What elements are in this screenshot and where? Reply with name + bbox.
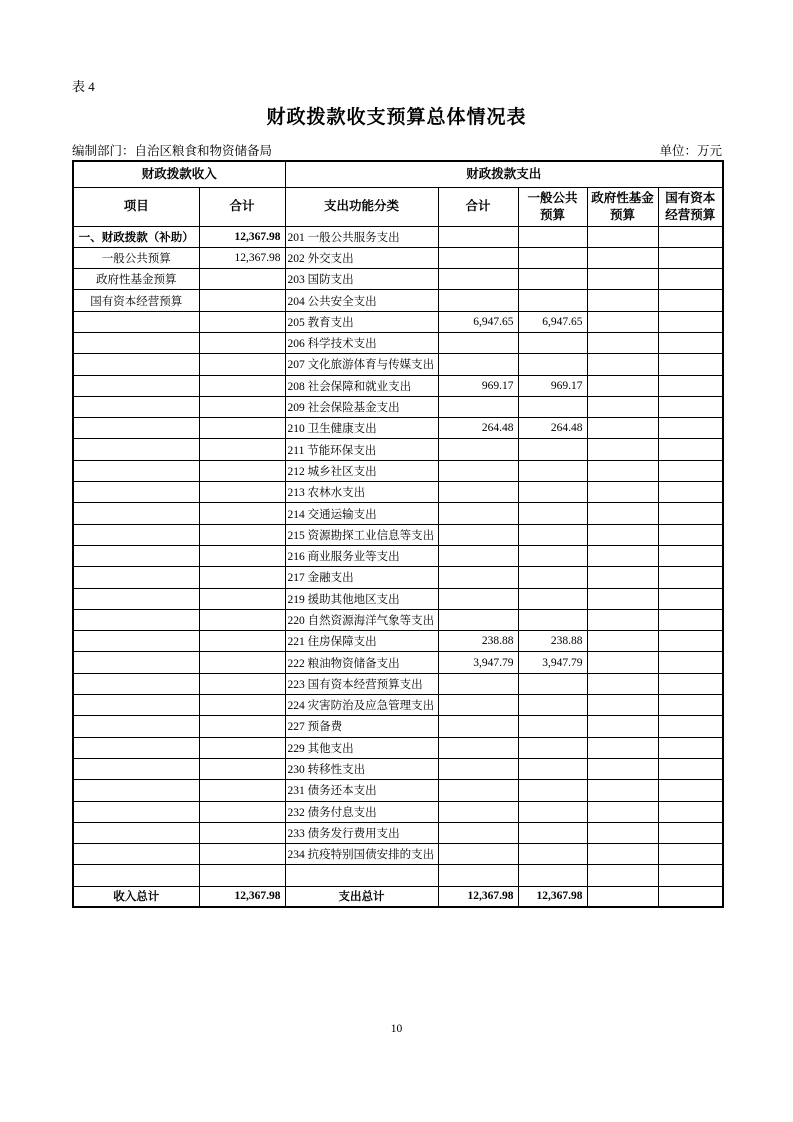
- income-amount-cell: [199, 354, 285, 375]
- table-row: [73, 609, 723, 630]
- income-amount-cell: [199, 844, 285, 865]
- expenditure-item-cell: 207 文化旅游体育与传媒支出: [285, 354, 438, 375]
- table-row: [73, 716, 723, 737]
- expenditure-general-budget-cell: [518, 865, 587, 886]
- expenditure-general-budget-cell: [518, 482, 587, 503]
- expenditure-item-cell: 233 债务发行费用支出: [285, 822, 438, 843]
- income-amount-cell: [199, 439, 285, 460]
- expenditure-item-cell: 214 交通运输支出: [285, 503, 438, 524]
- income-item-cell: [73, 460, 199, 481]
- income-amount-cell: 12,367.98: [199, 247, 285, 268]
- income-amount-cell: [199, 865, 285, 886]
- expenditure-general-budget-cell: [518, 396, 587, 417]
- expenditure-item-cell: 223 国有资本经营预算支出: [285, 673, 438, 694]
- expenditure-total-statecap-value: [658, 886, 723, 907]
- table-row: [73, 396, 723, 417]
- expenditure-general-budget-cell: [518, 695, 587, 716]
- expenditure-general-budget-cell: [518, 354, 587, 375]
- expenditure-total-general-value: 12,367.98: [518, 886, 587, 907]
- total-row: [73, 886, 723, 907]
- table-row: [73, 482, 723, 503]
- expenditure-total-cell: 264.48: [438, 418, 518, 439]
- income-item-cell: [73, 737, 199, 758]
- col-header-statecap-budget: 国有资本经营预算: [658, 187, 723, 226]
- expenditure-statecap-budget-cell: [658, 439, 723, 460]
- income-amount-cell: [199, 695, 285, 716]
- income-item-cell: [73, 716, 199, 737]
- group-header-row: [73, 161, 723, 187]
- expenditure-govfund-budget-cell: [587, 269, 658, 290]
- expenditure-general-budget-cell: 3,947.79: [518, 652, 587, 673]
- table-row: [73, 588, 723, 609]
- expenditure-general-budget-cell: [518, 588, 587, 609]
- expenditure-general-budget-cell: [518, 567, 587, 588]
- income-item-cell: [73, 865, 199, 886]
- income-amount-cell: [199, 545, 285, 566]
- expenditure-total-cell: [438, 673, 518, 694]
- income-item-cell: 政府性基金预算: [73, 269, 199, 290]
- expenditure-total-govfund-value: [587, 886, 658, 907]
- expenditure-item-cell: 221 住房保障支出: [285, 631, 438, 652]
- expenditure-item-cell: 202 外交支出: [285, 247, 438, 268]
- expenditure-govfund-budget-cell: [587, 844, 658, 865]
- expenditure-statecap-budget-cell: [658, 865, 723, 886]
- income-item-cell: [73, 482, 199, 503]
- expenditure-statecap-budget-cell: [658, 652, 723, 673]
- income-amount-cell: [199, 801, 285, 822]
- income-amount-cell: [199, 503, 285, 524]
- income-group-header: 财政拨款收入: [73, 161, 285, 187]
- table-row: [73, 418, 723, 439]
- income-item-cell: [73, 418, 199, 439]
- income-item-cell: [73, 844, 199, 865]
- expenditure-item-cell: 229 其他支出: [285, 737, 438, 758]
- income-amount-cell: [199, 269, 285, 290]
- table-row: [73, 269, 723, 290]
- income-item-cell: [73, 503, 199, 524]
- table-row: [73, 695, 723, 716]
- income-amount-cell: [199, 311, 285, 332]
- expenditure-govfund-budget-cell: [587, 801, 658, 822]
- expenditure-total-cell: [438, 503, 518, 524]
- table-row: [73, 737, 723, 758]
- expenditure-general-budget-cell: [518, 460, 587, 481]
- expenditure-govfund-budget-cell: [587, 737, 658, 758]
- expenditure-govfund-budget-cell: [587, 673, 658, 694]
- expenditure-govfund-budget-cell: [587, 247, 658, 268]
- income-item-cell: [73, 332, 199, 353]
- expenditure-general-budget-cell: [518, 822, 587, 843]
- expenditure-general-budget-cell: [518, 524, 587, 545]
- expenditure-general-budget-cell: 238.88: [518, 631, 587, 652]
- expenditure-total-cell: [438, 737, 518, 758]
- table-row: [73, 780, 723, 801]
- expenditure-total-cell: [438, 269, 518, 290]
- expenditure-govfund-budget-cell: [587, 460, 658, 481]
- expenditure-total-cell: [438, 865, 518, 886]
- expenditure-govfund-budget-cell: [587, 631, 658, 652]
- expenditure-item-cell: 205 教育支出: [285, 311, 438, 332]
- table-row: [73, 758, 723, 779]
- income-item-cell: [73, 695, 199, 716]
- expenditure-statecap-budget-cell: [658, 844, 723, 865]
- col-header-item: 项目: [73, 187, 199, 226]
- expenditure-general-budget-cell: [518, 269, 587, 290]
- income-item-cell: [73, 673, 199, 694]
- income-item-cell: [73, 396, 199, 417]
- income-amount-cell: [199, 332, 285, 353]
- table-row: [73, 503, 723, 524]
- income-amount-cell: [199, 482, 285, 503]
- expenditure-govfund-budget-cell: [587, 545, 658, 566]
- expenditure-govfund-budget-cell: [587, 652, 658, 673]
- expenditure-item-cell: 216 商业服务业等支出: [285, 545, 438, 566]
- expenditure-statecap-budget-cell: [658, 332, 723, 353]
- expenditure-statecap-budget-cell: [658, 716, 723, 737]
- expenditure-item-cell: 213 农林水支出: [285, 482, 438, 503]
- expenditure-item-cell: 230 转移性支出: [285, 758, 438, 779]
- expenditure-item-cell: 217 金融支出: [285, 567, 438, 588]
- income-item-cell: [73, 354, 199, 375]
- expenditure-govfund-budget-cell: [587, 588, 658, 609]
- expenditure-general-budget-cell: 264.48: [518, 418, 587, 439]
- expenditure-item-cell: 204 公共安全支出: [285, 290, 438, 311]
- income-item-cell: [73, 375, 199, 396]
- expenditure-general-budget-cell: [518, 290, 587, 311]
- income-item-cell: [73, 439, 199, 460]
- table-row: [73, 311, 723, 332]
- table-label: 表 4: [72, 79, 95, 94]
- expenditure-total-cell: [438, 801, 518, 822]
- col-header-exp-total: 合计: [438, 187, 518, 226]
- expenditure-item-cell: 220 自然资源海洋气象等支出: [285, 609, 438, 630]
- prepared-by-text: 编制部门：自治区粮食和物资储备局: [72, 144, 273, 158]
- income-item-cell: [73, 652, 199, 673]
- income-item-cell: 一、财政拨款（补助）: [73, 226, 199, 247]
- table-row: [73, 332, 723, 353]
- expenditure-item-cell: 211 节能环保支出: [285, 439, 438, 460]
- income-item-cell: [73, 545, 199, 566]
- expenditure-statecap-budget-cell: [658, 801, 723, 822]
- income-amount-cell: [199, 460, 285, 481]
- expenditure-govfund-budget-cell: [587, 524, 658, 545]
- expenditure-general-budget-cell: [518, 801, 587, 822]
- income-amount-cell: [199, 588, 285, 609]
- expenditure-total-cell: 238.88: [438, 631, 518, 652]
- income-amount-cell: [199, 567, 285, 588]
- expenditure-general-budget-cell: [518, 737, 587, 758]
- income-amount-cell: [199, 780, 285, 801]
- income-amount-cell: [199, 758, 285, 779]
- expenditure-item-cell: 206 科学技术支出: [285, 332, 438, 353]
- income-item-cell: 国有资本经营预算: [73, 290, 199, 311]
- income-amount-cell: [199, 524, 285, 545]
- expenditure-statecap-budget-cell: [658, 524, 723, 545]
- income-amount-cell: [199, 396, 285, 417]
- expenditure-govfund-budget-cell: [587, 311, 658, 332]
- income-item-cell: [73, 524, 199, 545]
- table-row: [73, 865, 723, 886]
- expenditure-statecap-budget-cell: [658, 503, 723, 524]
- expenditure-general-budget-cell: [518, 844, 587, 865]
- income-item-cell: [73, 758, 199, 779]
- table-row: [73, 822, 723, 843]
- expenditure-statecap-budget-cell: [658, 737, 723, 758]
- expenditure-total-cell: [438, 780, 518, 801]
- table-row: [73, 524, 723, 545]
- expenditure-total-cell: [438, 396, 518, 417]
- expenditure-general-budget-cell: [518, 503, 587, 524]
- expenditure-statecap-budget-cell: [658, 545, 723, 566]
- expenditure-govfund-budget-cell: [587, 482, 658, 503]
- expenditure-statecap-budget-cell: [658, 418, 723, 439]
- table-header: [73, 161, 723, 226]
- expenditure-govfund-budget-cell: [587, 865, 658, 886]
- expenditure-govfund-budget-cell: [587, 822, 658, 843]
- expenditure-statecap-budget-cell: [658, 269, 723, 290]
- income-amount-cell: [199, 631, 285, 652]
- table-row: [73, 226, 723, 247]
- expenditure-item-cell: 227 预备费: [285, 716, 438, 737]
- expenditure-govfund-budget-cell: [587, 375, 658, 396]
- table-row: [73, 673, 723, 694]
- expenditure-statecap-budget-cell: [658, 780, 723, 801]
- expenditure-total-cell: [438, 354, 518, 375]
- expenditure-statecap-budget-cell: [658, 631, 723, 652]
- income-total-label: 收入总计: [73, 886, 199, 907]
- expenditure-govfund-budget-cell: [587, 418, 658, 439]
- expenditure-govfund-budget-cell: [587, 609, 658, 630]
- col-header-income-total: 合计: [199, 187, 285, 226]
- income-item-cell: [73, 609, 199, 630]
- expenditure-total-cell: [438, 758, 518, 779]
- expenditure-govfund-budget-cell: [587, 780, 658, 801]
- expenditure-statecap-budget-cell: [658, 758, 723, 779]
- income-total-value: 12,367.98: [199, 886, 285, 907]
- income-amount-cell: [199, 652, 285, 673]
- expenditure-total-cell: 969.17: [438, 375, 518, 396]
- expenditure-item-cell: 209 社会保险基金支出: [285, 396, 438, 417]
- income-item-cell: [73, 780, 199, 801]
- expenditure-govfund-budget-cell: [587, 758, 658, 779]
- expenditure-general-budget-cell: [518, 226, 587, 247]
- col-header-general-budget: 一般公共预算: [518, 187, 587, 226]
- table-row: [73, 439, 723, 460]
- income-item-cell: [73, 631, 199, 652]
- expenditure-total-cell: [438, 695, 518, 716]
- expenditure-govfund-budget-cell: [587, 226, 658, 247]
- expenditure-govfund-budget-cell: [587, 354, 658, 375]
- page-title: 财政拨款收支预算总体情况表: [266, 107, 527, 128]
- expenditure-statecap-budget-cell: [658, 226, 723, 247]
- income-item-cell: 一般公共预算: [73, 247, 199, 268]
- expenditure-statecap-budget-cell: [658, 822, 723, 843]
- expenditure-general-budget-cell: 969.17: [518, 375, 587, 396]
- income-item-cell: [73, 588, 199, 609]
- expenditure-item-cell: 210 卫生健康支出: [285, 418, 438, 439]
- budget-table: [72, 160, 724, 908]
- income-amount-cell: [199, 609, 285, 630]
- expenditure-total-cell: [438, 460, 518, 481]
- expenditure-item-cell: 212 城乡社区支出: [285, 460, 438, 481]
- income-item-cell: [73, 801, 199, 822]
- expenditure-govfund-budget-cell: [587, 567, 658, 588]
- expenditure-total-cell: [438, 588, 518, 609]
- expenditure-total-cell: [438, 332, 518, 353]
- table-row: [73, 290, 723, 311]
- expenditure-govfund-budget-cell: [587, 396, 658, 417]
- expenditure-item-cell: [285, 865, 438, 886]
- expenditure-statecap-budget-cell: [658, 311, 723, 332]
- expenditure-total-cell: [438, 290, 518, 311]
- table-row: [73, 375, 723, 396]
- expenditure-statecap-budget-cell: [658, 673, 723, 694]
- expenditure-total-cell: [438, 247, 518, 268]
- expenditure-total-cell: [438, 545, 518, 566]
- table-row: [73, 567, 723, 588]
- expenditure-total-cell: 6,947.65: [438, 311, 518, 332]
- expenditure-statecap-budget-cell: [658, 588, 723, 609]
- expenditure-total-value: 12,367.98: [438, 886, 518, 907]
- column-header-row: [73, 187, 723, 226]
- expenditure-total-cell: [438, 482, 518, 503]
- expenditure-total-cell: 3,947.79: [438, 652, 518, 673]
- income-amount-cell: 12,367.98: [199, 226, 285, 247]
- expenditure-total-cell: [438, 524, 518, 545]
- expenditure-item-cell: 201 一般公共服务支出: [285, 226, 438, 247]
- expenditure-statecap-budget-cell: [658, 375, 723, 396]
- expenditure-total-cell: [438, 822, 518, 843]
- table-row: [73, 247, 723, 268]
- expenditure-group-header: 财政拨款支出: [285, 161, 723, 187]
- expenditure-statecap-budget-cell: [658, 396, 723, 417]
- expenditure-govfund-budget-cell: [587, 332, 658, 353]
- expenditure-item-cell: 219 援助其他地区支出: [285, 588, 438, 609]
- table-row: [73, 545, 723, 566]
- expenditure-item-cell: 222 粮油物资储备支出: [285, 652, 438, 673]
- page-number: 10: [390, 1023, 403, 1035]
- expenditure-statecap-budget-cell: [658, 460, 723, 481]
- table-row: [73, 652, 723, 673]
- income-amount-cell: [199, 375, 285, 396]
- expenditure-general-budget-cell: [518, 439, 587, 460]
- expenditure-statecap-budget-cell: [658, 354, 723, 375]
- income-amount-cell: [199, 418, 285, 439]
- col-header-function-class: 支出功能分类: [285, 187, 438, 226]
- income-item-cell: [73, 822, 199, 843]
- expenditure-statecap-budget-cell: [658, 247, 723, 268]
- expenditure-statecap-budget-cell: [658, 482, 723, 503]
- table-footer: [73, 886, 723, 907]
- income-item-cell: [73, 311, 199, 332]
- expenditure-general-budget-cell: [518, 780, 587, 801]
- expenditure-total-cell: [438, 567, 518, 588]
- table-row: [73, 460, 723, 481]
- income-amount-cell: [199, 822, 285, 843]
- expenditure-item-cell: 224 灾害防治及应急管理支出: [285, 695, 438, 716]
- expenditure-item-cell: 215 资源勘探工业信息等支出: [285, 524, 438, 545]
- expenditure-total-cell: [438, 609, 518, 630]
- income-amount-cell: [199, 737, 285, 758]
- expenditure-general-budget-cell: [518, 758, 587, 779]
- income-amount-cell: [199, 716, 285, 737]
- expenditure-general-budget-cell: [518, 332, 587, 353]
- expenditure-total-cell: [438, 226, 518, 247]
- expenditure-total-cell: [438, 844, 518, 865]
- expenditure-general-budget-cell: [518, 609, 587, 630]
- expenditure-item-cell: 231 债务还本支出: [285, 780, 438, 801]
- table-row: [73, 844, 723, 865]
- expenditure-item-cell: 234 抗疫特别国债安排的支出: [285, 844, 438, 865]
- expenditure-total-cell: [438, 439, 518, 460]
- expenditure-govfund-budget-cell: [587, 290, 658, 311]
- table-body: [73, 226, 723, 886]
- table-row: [73, 631, 723, 652]
- expenditure-general-budget-cell: 6,947.65: [518, 311, 587, 332]
- col-header-govfund-budget: 政府性基金预算: [587, 187, 658, 226]
- expenditure-statecap-budget-cell: [658, 290, 723, 311]
- expenditure-general-budget-cell: [518, 716, 587, 737]
- expenditure-statecap-budget-cell: [658, 695, 723, 716]
- expenditure-general-budget-cell: [518, 673, 587, 694]
- income-amount-cell: [199, 290, 285, 311]
- expenditure-govfund-budget-cell: [587, 695, 658, 716]
- table-row: [73, 354, 723, 375]
- expenditure-item-cell: 232 债务付息支出: [285, 801, 438, 822]
- income-item-cell: [73, 567, 199, 588]
- expenditure-total-label: 支出总计: [285, 886, 438, 907]
- expenditure-statecap-budget-cell: [658, 567, 723, 588]
- income-amount-cell: [199, 673, 285, 694]
- expenditure-item-cell: 208 社会保障和就业支出: [285, 375, 438, 396]
- expenditure-general-budget-cell: [518, 545, 587, 566]
- expenditure-statecap-budget-cell: [658, 609, 723, 630]
- expenditure-govfund-budget-cell: [587, 716, 658, 737]
- unit-text: 单位：万元: [659, 144, 722, 158]
- expenditure-general-budget-cell: [518, 247, 587, 268]
- table-row: [73, 801, 723, 822]
- expenditure-govfund-budget-cell: [587, 503, 658, 524]
- expenditure-govfund-budget-cell: [587, 439, 658, 460]
- expenditure-total-cell: [438, 716, 518, 737]
- meta-row: [72, 141, 722, 159]
- expenditure-item-cell: 203 国防支出: [285, 269, 438, 290]
